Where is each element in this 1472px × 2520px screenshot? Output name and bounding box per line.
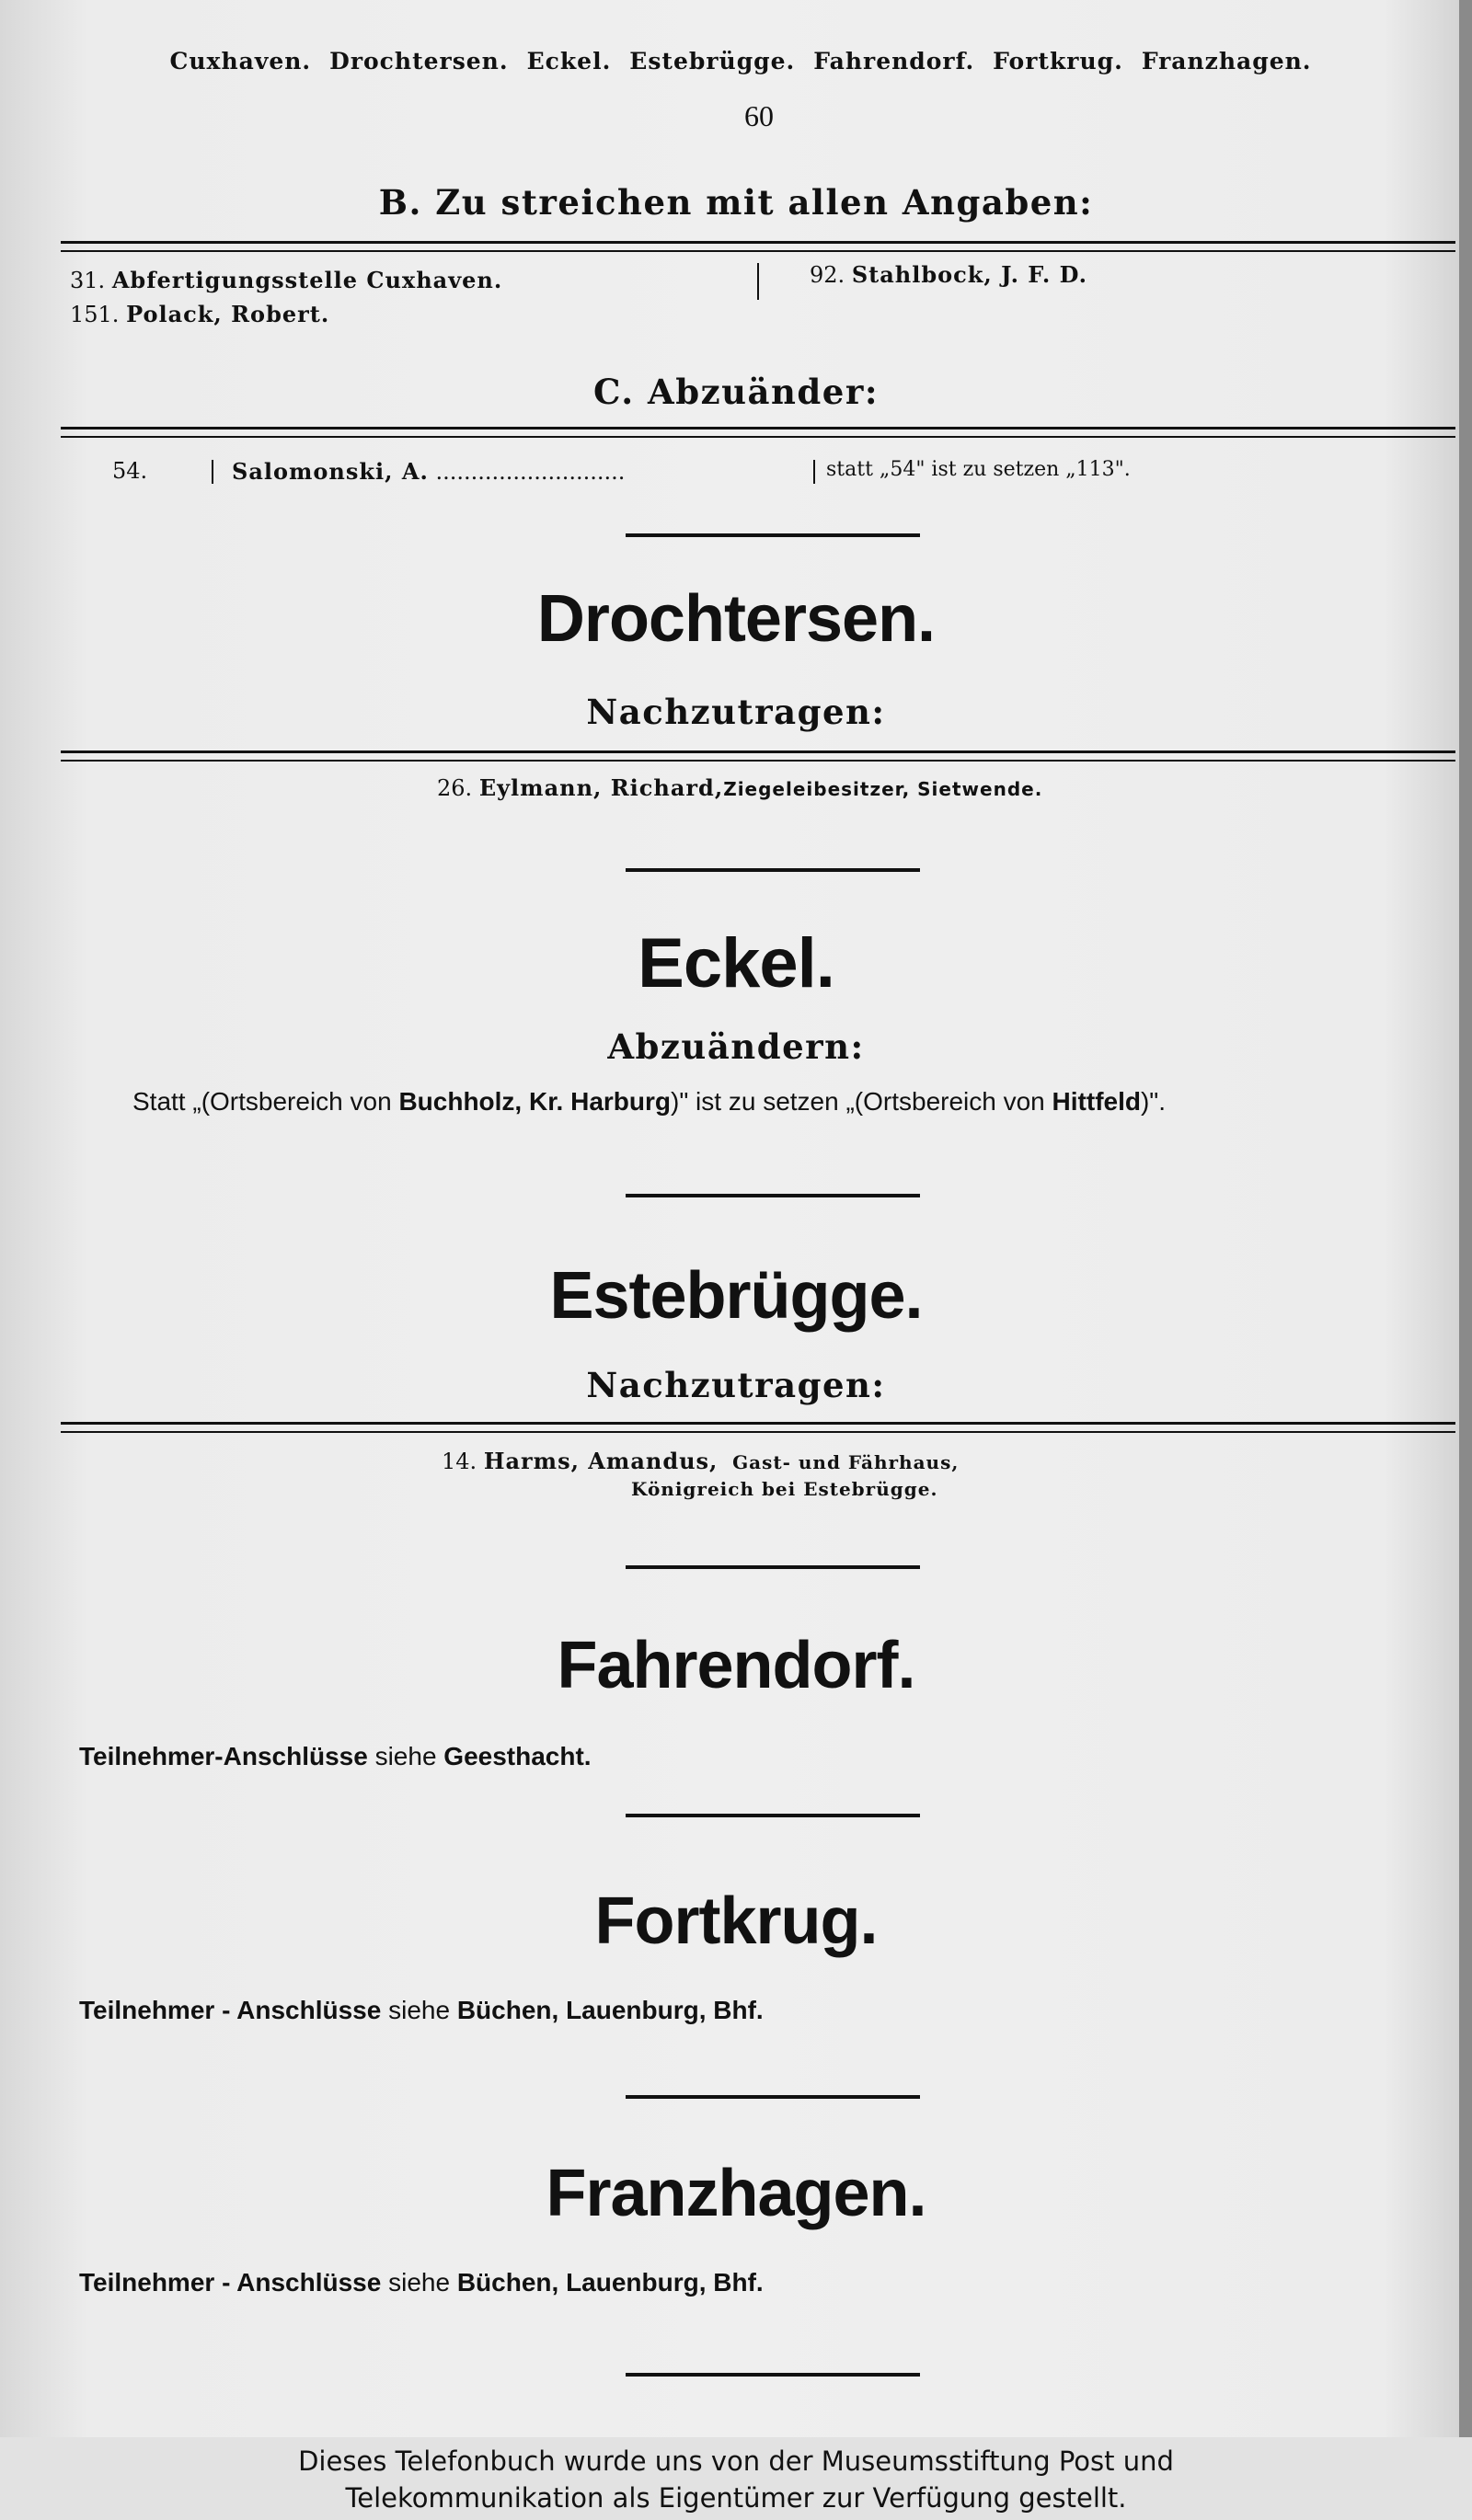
running-head-place: Eckel. [526,48,612,74]
entry-detail: Gast- und Fährhaus, [732,1451,960,1473]
franzhagen-reference: Teilnehmer - Anschlüsse siehe Büchen, Lauenburg, Bhf. [79,2268,764,2297]
section-divider [626,1565,920,1569]
running-head [55,48,1426,74]
running-head-place: Cuxhaven. [169,48,312,74]
section-divider [626,2095,920,2099]
column-divider [813,460,815,484]
eckel-subheading: Abzuändern: [607,1026,865,1067]
rule [61,427,1455,430]
list-item: 31. Abfertigungsstelle Cuxhaven. [70,267,503,293]
list-item: 54. [112,458,148,484]
running-head-place: Estebrügge. [629,48,796,74]
place-title-franzhagen: Franzhagen. [546,2157,926,2230]
entry-name: Stahlbock, J. F. D. [851,261,1087,288]
fortkrug-reference: Teilnehmer - Anschlüsse siehe Büchen, Lauenburg, Bhf. [79,1996,764,2024]
rule [61,1431,1455,1433]
column-divider [212,460,213,484]
estebruegge-subheading: Nachzutragen: [586,1365,886,1405]
page-number: 60 [744,99,774,132]
place-title-fahrendorf: Fahrendorf. [557,1629,915,1702]
section-c-heading: C. Abzuänder: [593,372,879,412]
page-edge [1459,0,1472,2437]
section-divider [626,868,920,872]
list-item: Salomonski, A. ........................... [232,458,626,485]
rule [61,436,1455,438]
fahrendorf-reference: Teilnehmer-Anschlüsse siehe Geesthacht. [79,1742,592,1770]
section-divider [626,533,920,537]
entry-detail: Ziegeleibesitzer, Sietwende. [723,778,1043,800]
entry-name: Eylmann, Richard, [478,774,724,801]
place-title-drochtersen: Drochtersen. [536,582,936,656]
running-head-place: Fahrendorf. [813,48,975,74]
drochtersen-subheading: Nachzutragen: [586,692,886,732]
rule [61,750,1455,753]
list-item: 14. Harms, Amandus, Gast- und Fährhaus, [442,1448,960,1474]
section-divider [626,1814,920,1817]
section-divider [626,2373,920,2377]
footer-line: Dieses Telefonbuch wurde uns von der Museumsstiftung Post und [298,2446,1174,2477]
footer-line: Telekommunikation als Eigentümer zur Verfügung gestellt. [345,2482,1127,2514]
list-item: 151. Polack, Robert. [70,301,330,327]
rule [61,1422,1455,1425]
rule [61,241,1455,244]
running-head-place: Drochtersen. [329,48,509,74]
entry-name: Abfertigungsstelle Cuxhaven. [111,267,503,293]
running-head-place: Fortkrug. [993,48,1123,74]
list-item-continuation [631,1475,937,1501]
rule [61,250,1455,252]
list-item: 92. Stahlbock, J. F. D. [810,261,1087,288]
section-b-heading: B. Zu streichen mit allen Angaben: [378,182,1094,223]
list-item: 26. Eylmann, Richard,Ziegeleibesitzer, Sietwende. [437,774,1043,801]
section-divider [626,1194,920,1197]
eckel-change-text: Statt „(Ortsbereich von Buchholz, Kr. Harburg)" ist zu setzen „(Ortsbereich von Hittfeld)". [132,1087,1167,1116]
column-divider [757,263,759,300]
entry-detail: Königreich bei Estebrügge. [631,1478,938,1500]
rule [61,760,1455,762]
entry-name: Salomonski, A. [232,458,429,485]
place-title-fortkrug: Fortkrug. [594,1884,878,1958]
entry-name: Harms, Amandus, [483,1448,719,1474]
footer-notice [0,2437,1472,2520]
change-note: statt „54" ist zu setzen „113". [826,458,1131,481]
place-title-eckel: Eckel. [638,924,834,1002]
place-title-estebruegge: Estebrügge. [549,1259,923,1333]
running-head-place: Franzhagen. [1141,48,1312,74]
entry-name: Polack, Robert. [126,301,330,327]
